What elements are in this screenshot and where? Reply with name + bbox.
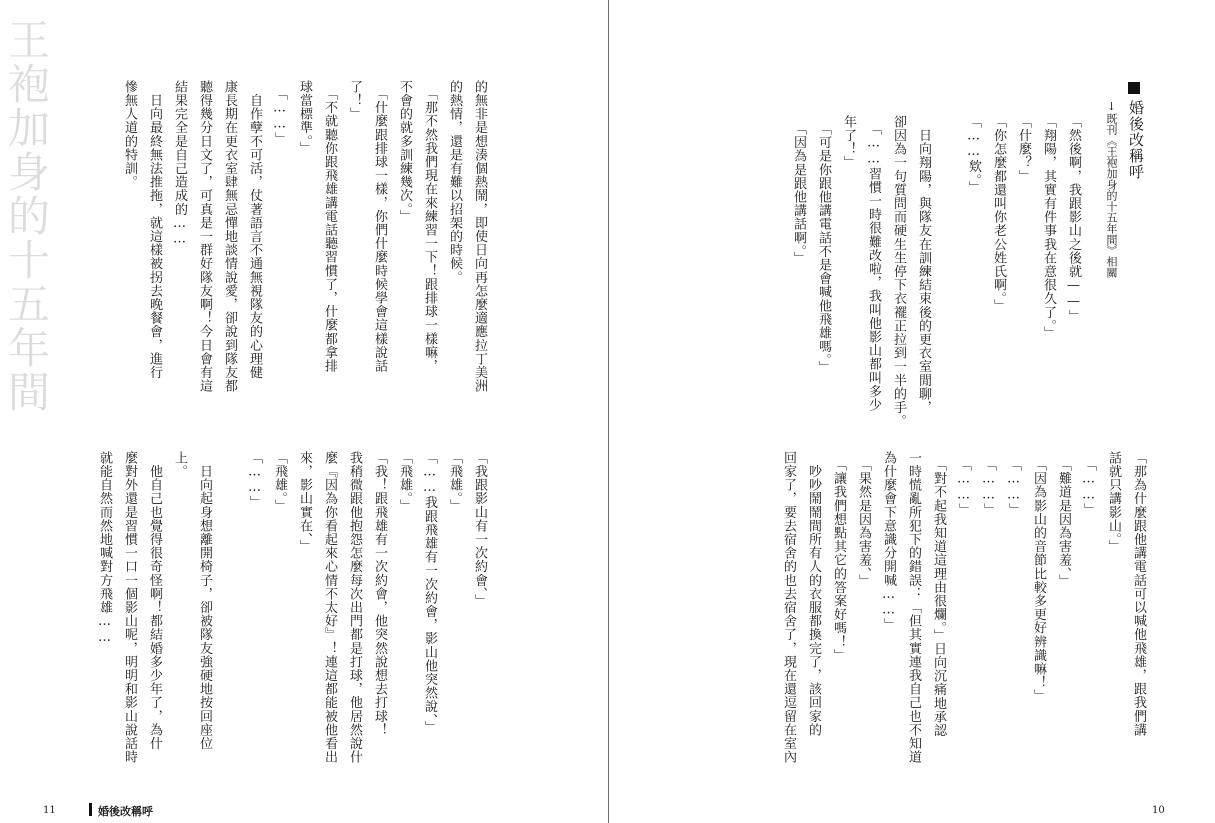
heading-square-marker bbox=[1128, 82, 1140, 94]
book-title-watermark: 王袍加身的十五年間 bbox=[2, 18, 51, 414]
book-spine bbox=[608, 0, 609, 823]
right-page bbox=[610, 0, 1215, 823]
running-title-marker bbox=[89, 803, 92, 816]
page-number-left: 11 bbox=[43, 805, 56, 816]
page-number-right: 10 bbox=[1152, 805, 1165, 816]
running-title: 婚後改稱呼 bbox=[98, 805, 153, 818]
left-bottom-text: 「我跟影山有一次約會、」 「飛雄。」 「……我跟飛雄有一次約會，影山他突然說、」 「飛雄。」 「我！跟飛雄有一次約會，他突然說想去打球！ 我稍微跟他抱怨怎麼每次出門都是打球，他居然說什 麼『因為你看起來心情不太好』！連這都能被他看出 來，影山實在、」 「飛雄。」 「……」 日向起身想離開椅子，卻被隊友強硬地按回座位 上。 他自己也覺得很奇怪啊！都結婚多少年了，為什 麼對外還是習慣一口一個影山呢，明明和影山說話時 就能自然而然地喊對方飛雄…… bbox=[97, 451, 487, 764]
right-bottom-text: 「那為什麼跟他講電話可以喊他飛雄，跟我們講 話就只講影山。」 「……」 「難道是因為害羞、」 「因為影山的音節比較多更好辨識嘛！」 「……」 「……」 「……」 「對不起我知道這理由很爛。」日向沉痛地承認 一時慌亂所犯下的錯誤：「但其實連我自己也不知道 為什麼會下意識分開喊……」 「果然是因為害羞、」 「讓我們想點其它的答案好嗎！」 吵吵鬧鬧間所有人的衣服都換完了，該回家的 回家了，要去宿舍的也去宿舍了，現在還逗留在室內 bbox=[781, 451, 1146, 764]
chapter-heading: 婚後改稱呼 bbox=[1127, 100, 1145, 180]
left-top-text: 的無非是想湊個熱鬧，即使日向再怎麼適應拉丁美洲 的熱情，還是有難以招架的時候。 「那不然我們現在來練習一下！跟排球一樣嘛， 不會的就多訓練幾次。」 「什麼跟排球一樣，你們什麼時候學會這樣說話 了！」 「不就聽你跟飛雄講電話聽習慣了，什麼都拿排 球當標準。」 「……」 自作孽不可活，仗著語言不通無視隊友的心理健 康長期在更衣室肆無忌憚地談情說愛，卻說到隊友都 聽得幾分日文了，可真是一群好隊友啊！今日會有這 結果完全是自己造成的…… 日向最終無法推拖，就這樣被拐去晚餐會，進行 慘無人道的特訓。 bbox=[122, 80, 487, 393]
chapter-subheading: ↓既刊《王袍加身的十五年間》相關 bbox=[1105, 100, 1118, 278]
right-top-text: 「然後啊，我跟影山之後就——」 「翔陽，其實有件事我在意很久了。」 「什麼？」 「你怎麼都還叫你老公姓氏啊。」 「……欸。」 日向翔陽，與隊友在訓練結束後的更衣室閒聊， 卻因為一句質問而硬生生停下衣襬正拉到一半的手。 「……習慣一時很難改啦，我叫他影山都叫多少 年了！」 「可是你跟他講電話不是會喊他飛雄嗎。」 「因為是跟他講話啊。」 bbox=[791, 115, 1081, 428]
